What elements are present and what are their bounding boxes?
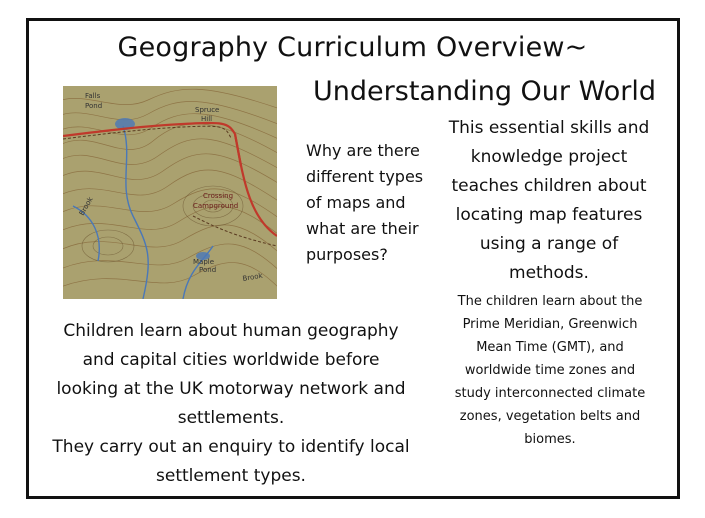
svg-text:Hill: Hill (201, 115, 213, 123)
topographic-map-image (63, 86, 277, 299)
svg-text:Falls: Falls (85, 92, 101, 100)
human-geography-paragraph (50, 317, 412, 491)
svg-text:Pond: Pond (199, 266, 217, 274)
svg-text:Maple: Maple (193, 258, 215, 266)
svg-text:Spruce: Spruce (195, 106, 220, 114)
svg-text:Pond: Pond (85, 102, 103, 110)
human-geography-text-2: They carry out an enquiry to identify local settlement types. (52, 437, 410, 486)
meridian-paragraph: The children learn about the Prime Meridian, Greenwich Mean Time (GMT), and worldwide time zones and study interconnected climate zones, vegetation belts and biomes. (454, 294, 646, 447)
question-text: Why are there different types of maps and what are their purposes? (306, 141, 424, 264)
page-title-line-1: Geography Curriculum Overview~ (117, 32, 588, 63)
skills-paragraph: This essential skills and knowledge project teaches children about locating map features using a range of methods. (448, 118, 650, 283)
human-geography-text-1: Children learn about human geography and capital cities worldwide before looking at the UK motorway network and settlements. (56, 321, 406, 428)
svg-text:Brook: Brook (241, 271, 264, 283)
svg-text:Campground: Campground (193, 202, 239, 210)
svg-text:Brook: Brook (77, 195, 95, 217)
page-title-line-2: Understanding Our World (313, 76, 656, 107)
svg-text:Crossing: Crossing (203, 192, 234, 200)
